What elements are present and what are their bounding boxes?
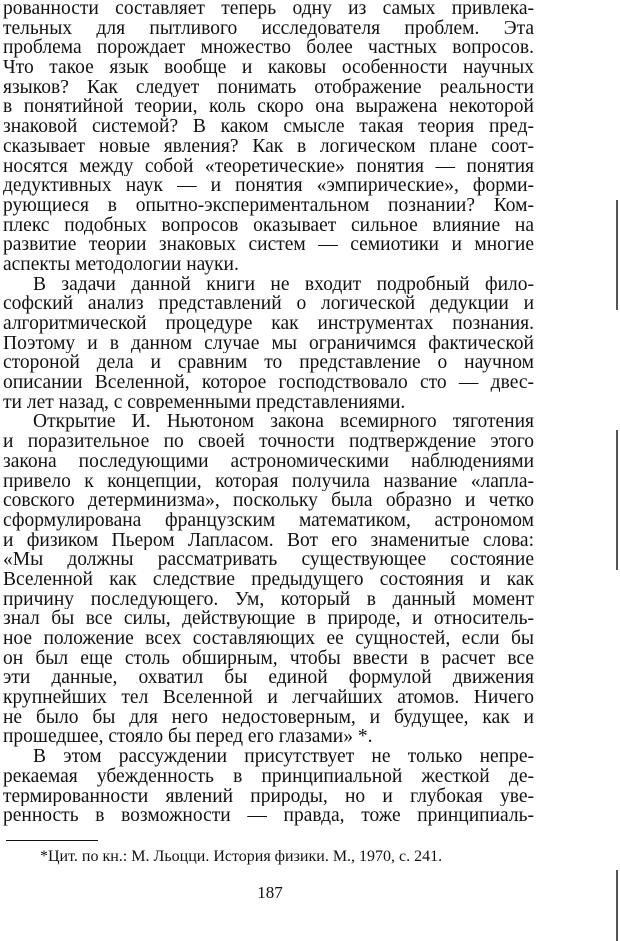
text-line: прошедшее, стояло бы перед его глазами» *. bbox=[3, 727, 373, 748]
text-line: причину последующего. Ум, который в данный момент bbox=[3, 589, 534, 610]
text-line: ти лет назад, с современными представлениями. bbox=[3, 392, 406, 413]
text-line: крупнейших тел Вселенной и легчайших атомов. Ничего bbox=[3, 688, 534, 708]
text-line: знал бы все силы, действующие в природе, и относитель- bbox=[3, 609, 534, 629]
text-line: плекс подобных вопросов оказывает сильное влияние на bbox=[3, 215, 534, 236]
text-line: аспекты методологии науки. bbox=[3, 254, 239, 275]
text-line: ренность в возможности — правда, тоже принципиаль- bbox=[3, 806, 534, 826]
text-line: совского детерминизма», поскольку была образно и четко bbox=[3, 491, 534, 511]
text-line: софский анализ представлений о логической дедукции и bbox=[3, 294, 534, 314]
text-line: В этом рассуждении присутствует не только непре- bbox=[33, 747, 534, 767]
text-line: проблема порождает множество более частных вопросов. bbox=[3, 38, 534, 59]
scan-edge-mark bbox=[616, 200, 618, 310]
text-line: эти данные, охватил бы единой формулой движения bbox=[3, 668, 534, 689]
text-line: развитие теории знаковых систем — семиотики и многие bbox=[3, 235, 534, 255]
text-line: рекаемая убежденность в принципиальной жесткой де- bbox=[3, 766, 534, 787]
text-line: дедуктивных наук — и понятия «эмпирические», форми- bbox=[3, 176, 534, 196]
text-line: привело к концепции, которая получила название «лапла- bbox=[3, 471, 534, 492]
text-line: Поэтому и в данном случае мы ограничимся фактической bbox=[3, 333, 534, 354]
text-line: Вселенной как следствие предыдущего состояния и как bbox=[3, 569, 534, 590]
text-line: закона последующими астрономическими наблюдениями bbox=[3, 451, 534, 472]
text-line: сформулирована французским математиком, астрономом bbox=[3, 510, 534, 531]
text-line: он был еще столь обширным, чтобы ввести в расчет все bbox=[3, 648, 534, 669]
text-line: тельных для пытливого исследователя проблем. Эта bbox=[3, 18, 534, 39]
text-line: термированности явлений природы, но и глубокая уве- bbox=[3, 786, 534, 807]
text-line: в понятийной теории, коль скоро она выражена некоторой bbox=[3, 97, 534, 118]
text-line: носятся между собой «теоретические» понятия — понятия bbox=[3, 156, 534, 177]
text-line: рованности составляет теперь одну из самых привлека- bbox=[3, 0, 534, 19]
text-line: В задачи данной книги не входит подробный фило- bbox=[33, 274, 534, 295]
text-line: сказывает новые явления? Как в логическом плане соот- bbox=[3, 136, 534, 157]
scan-edge-mark bbox=[616, 430, 618, 570]
text-line: не было бы для него недостоверным, и будущее, как и bbox=[3, 707, 534, 728]
page-number: 187 bbox=[257, 883, 283, 902]
body-text bbox=[3, 0, 534, 826]
footnote-divider bbox=[6, 840, 98, 841]
footnote: *Цит. по кн.: М. Льоцци. История физики. М., 1970, с. 241. bbox=[40, 848, 443, 865]
text-line: алгоритмической процедуре как инструментах познания. bbox=[3, 314, 534, 334]
text-line: Открытие И. Ньютоном закона всемирного тяготения bbox=[33, 412, 534, 433]
text-line: Что такое язык вообще и каковы особенности научных bbox=[3, 58, 534, 78]
text-line: стороной дела и сравним то представление о научном bbox=[3, 353, 534, 374]
text-line: языков? Как следует понимать отображение реальности bbox=[3, 77, 534, 98]
text-line: рующиеся в опытно-экспериментальном познании? Ком- bbox=[3, 195, 534, 216]
text-line: описании Вселенной, которое господствовало сто — двес- bbox=[3, 373, 534, 393]
text-line: «Мы должны рассматривать существующее состояние bbox=[3, 550, 534, 570]
text-line: знаковой системой? В каком смысле такая теория пред- bbox=[3, 117, 534, 137]
text-line: и поразительное по своей точности подтверждение этого bbox=[3, 432, 534, 452]
text-line: и физиком Пьером Лапласом. Вот его знаменитые слова: bbox=[3, 530, 534, 551]
text-line: ное положение всех составляющих ее сущностей, если бы bbox=[3, 629, 534, 649]
scan-edge-mark bbox=[616, 870, 618, 941]
